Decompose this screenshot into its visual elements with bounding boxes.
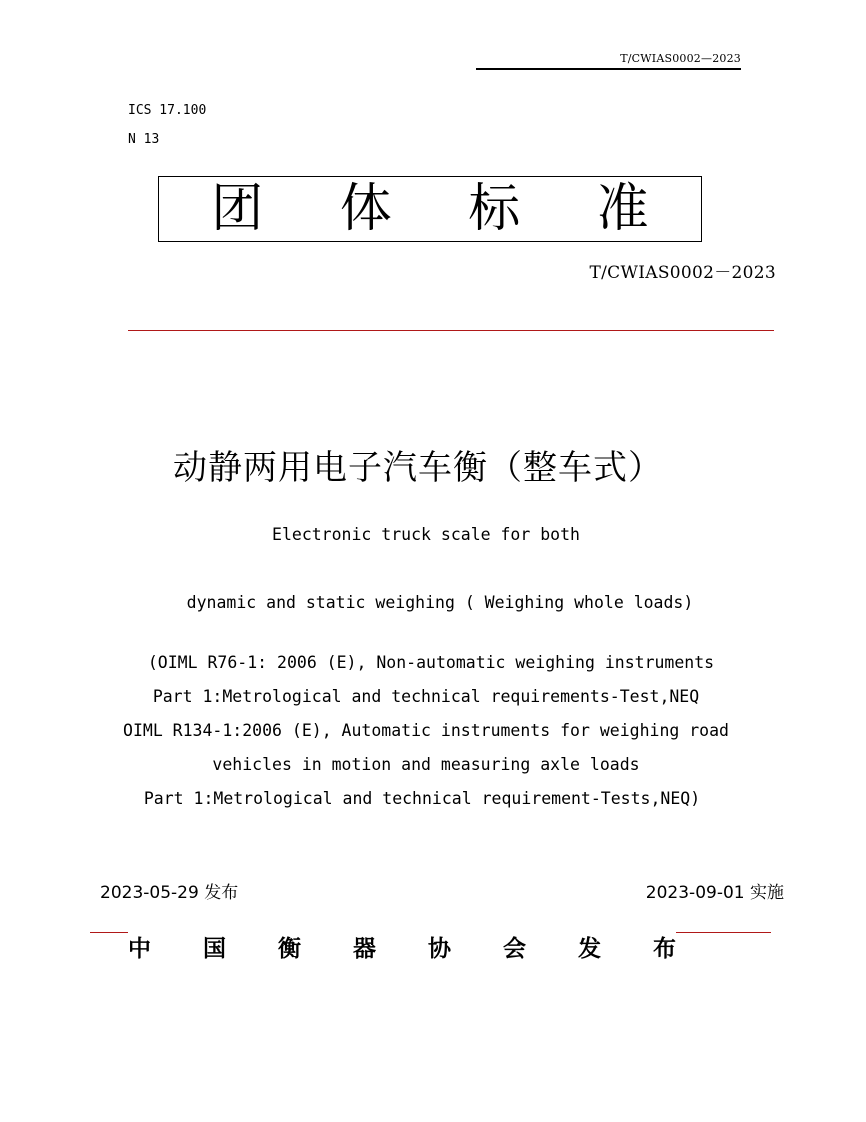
title-english-line-2: dynamic and static weighing ( Weighing whole loads) xyxy=(186,593,694,612)
publisher-rule-left xyxy=(90,932,128,933)
implementation-date: 2023-09-01 实施 xyxy=(645,883,784,903)
publisher xyxy=(128,930,676,963)
publisher-char: 衡 xyxy=(278,935,301,962)
standard-number: T/CWIAS0002－2023 xyxy=(589,263,776,283)
publisher-char: 中 xyxy=(128,935,151,962)
standard-type-box xyxy=(158,176,702,242)
standard-type: 团 体 标 准 xyxy=(211,179,679,239)
publisher-char: 国 xyxy=(203,935,226,962)
ics-code: ICS 17.100 xyxy=(128,103,207,118)
reference-line: Part 1:Metrological and technical requirements-Test,NEQ xyxy=(152,687,700,706)
title-english-line-1: Electronic truck scale for both xyxy=(272,525,580,544)
reference-line: (OIML R76-1: 2006 (E), Non-automatic weighing instruments xyxy=(147,653,715,672)
divider-rule xyxy=(128,330,774,331)
issue-date: 2023-05-29 发布 xyxy=(100,883,239,903)
publisher-rule-right xyxy=(676,932,771,933)
publisher-char: 会 xyxy=(503,935,526,962)
publisher-char: 布 xyxy=(653,935,676,962)
publisher-char: 协 xyxy=(428,935,451,962)
header-rule xyxy=(476,68,741,70)
reference-line: vehicles in motion and measuring axle loads xyxy=(212,755,640,774)
title-chinese: 动静两用电子汽车衡（整车式） xyxy=(173,448,663,488)
reference-line: OIML R134-1:2006 (E), Automatic instruments for weighing road xyxy=(123,721,729,740)
publisher-char: 发 xyxy=(578,935,601,962)
reference-line: Part 1:Metrological and technical requirement-Tests,NEQ) xyxy=(143,789,701,808)
header-standard-code: T/CWIAS0002—2023 xyxy=(620,52,741,65)
ccs-code: N 13 xyxy=(128,132,160,147)
publisher-char: 器 xyxy=(353,935,376,962)
